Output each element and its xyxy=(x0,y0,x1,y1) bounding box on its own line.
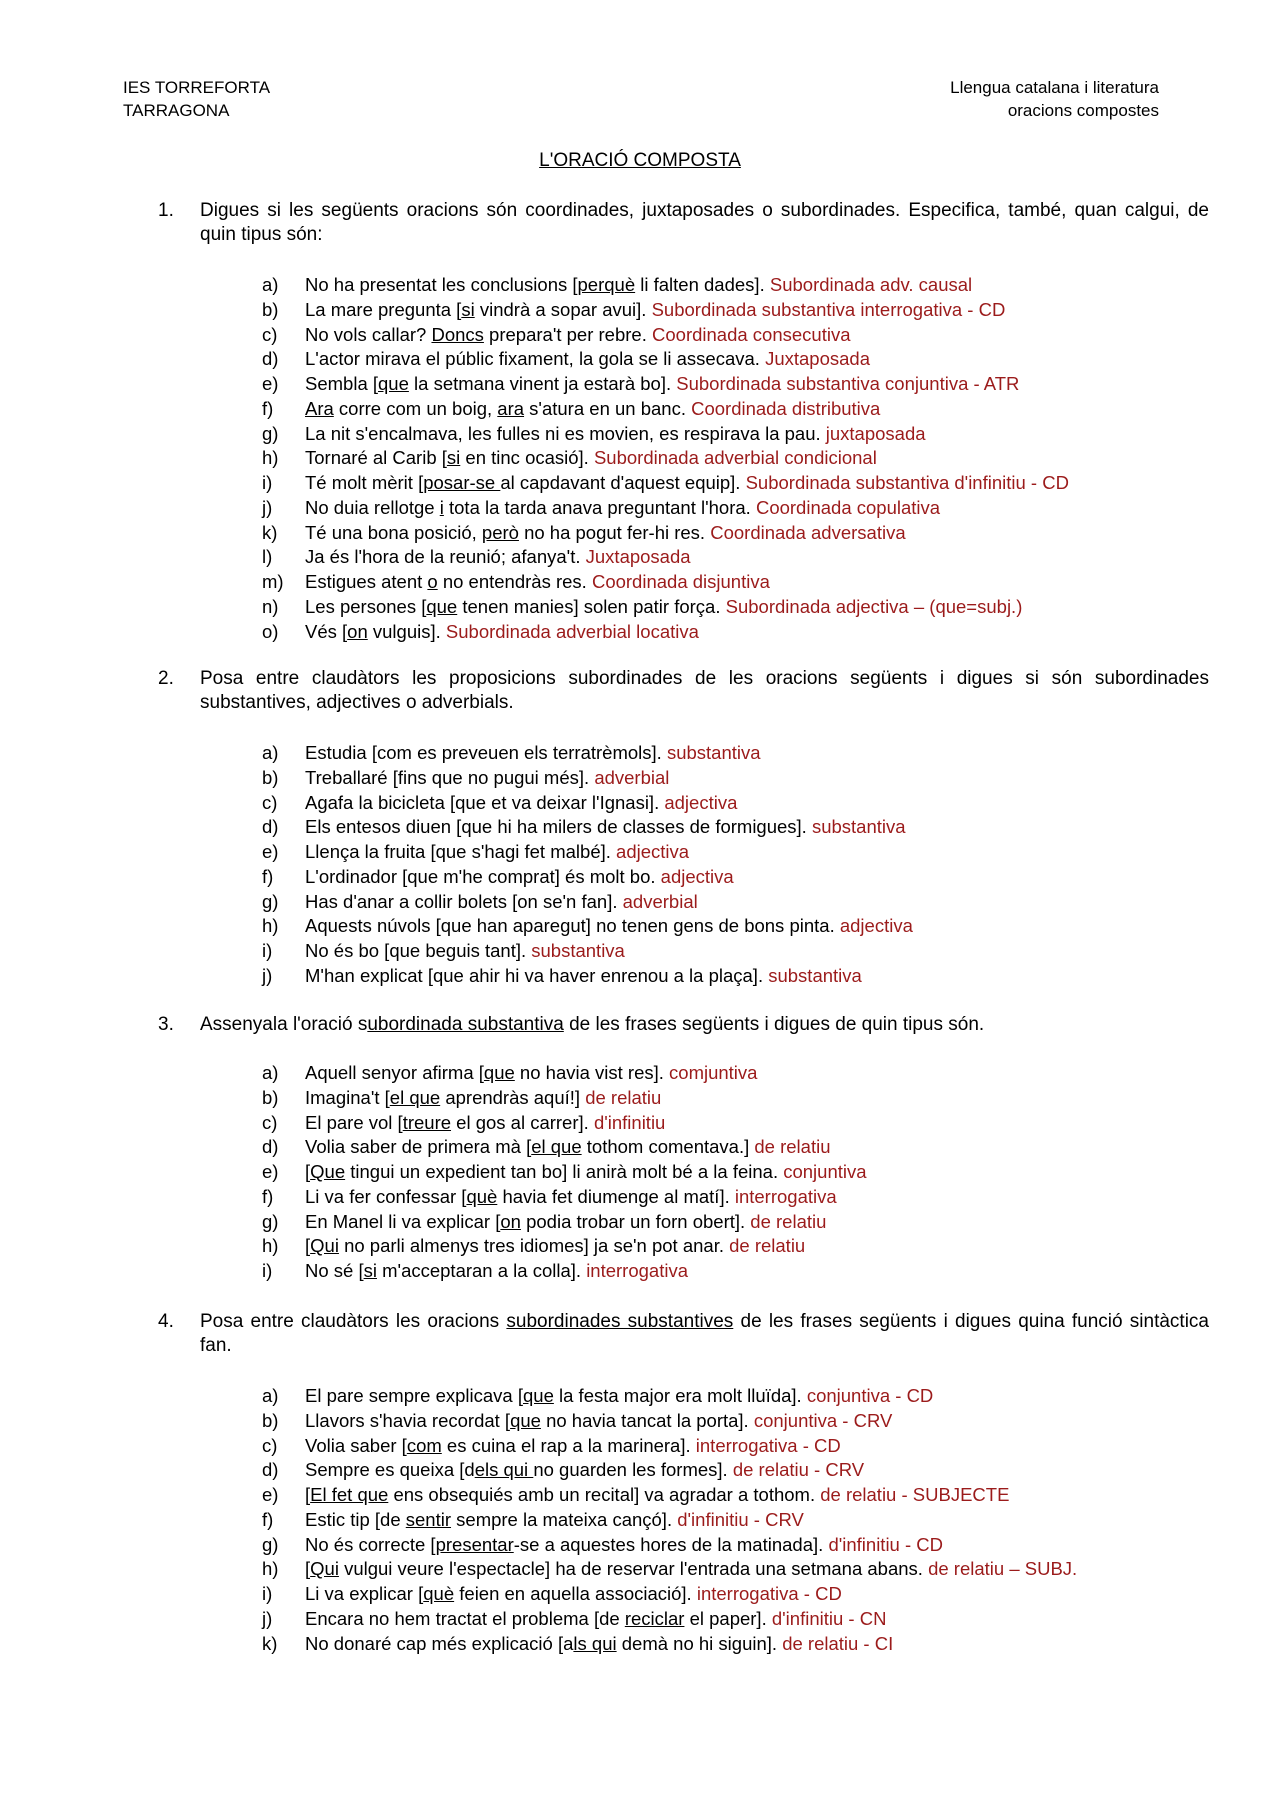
item-label: e) xyxy=(262,841,279,862)
sentence xyxy=(305,791,737,815)
item-label: b) xyxy=(262,298,279,320)
sentence xyxy=(305,1384,933,1408)
underlined-connector: que xyxy=(378,373,409,394)
underlined-connector: que xyxy=(483,1062,515,1083)
sentence-text: es cuina el rap a la marinera]. xyxy=(441,1434,696,1456)
sentence xyxy=(305,741,761,765)
sentence-text: Llença la fruita [que s'hagi fet malbé]. xyxy=(305,841,617,862)
answer-text: substantiva xyxy=(666,742,761,763)
sentence-text: corre com un boig, xyxy=(333,397,498,419)
sentence-text: No és bo [que beguis tant]. xyxy=(305,940,532,961)
answer-text: conjuntiva - CD xyxy=(806,1385,934,1406)
item-label: h) xyxy=(262,1235,279,1257)
sentence-text: El pare vol [ xyxy=(305,1111,403,1133)
answer-text: substantiva xyxy=(531,940,625,961)
sentence xyxy=(305,1582,842,1606)
item-label: f) xyxy=(262,1185,274,1207)
question-number: 3. xyxy=(158,1014,174,1035)
sentence xyxy=(305,595,1022,619)
underlined-connector: que xyxy=(523,1385,554,1406)
item-label: i) xyxy=(262,1583,273,1604)
sentence-text: Treballaré [fins que no pugui més]. xyxy=(305,766,595,788)
sentence-text: feien en aquella associació]. xyxy=(454,1583,697,1604)
answer-text: juxtaposada xyxy=(825,422,926,444)
sentence xyxy=(305,1160,867,1184)
sentence-text: Estigues atent xyxy=(305,571,428,592)
sentence-text: demà no hi siguin]. xyxy=(616,1632,783,1654)
sentence-text: no havia tancat la porta]. xyxy=(540,1409,754,1431)
answer-text: de relatiu - CRV xyxy=(732,1459,865,1481)
underlined-connector: què xyxy=(466,1185,498,1207)
underlined-connector: treure xyxy=(402,1111,452,1133)
item-label: k) xyxy=(262,1632,278,1654)
sentence-text: Estudia [com es preveuen els terratrèmols]. xyxy=(305,742,667,763)
sentence-text: no parli almenys tres idiomes] ja se'n pot anar. xyxy=(338,1235,730,1257)
answer-text: Subordinada adverbial locativa xyxy=(445,620,699,642)
sentence-text: No ha presentat les conclusions [ xyxy=(305,274,578,295)
item-label: a) xyxy=(262,742,279,763)
sentence-text: Sempre es queixa [d xyxy=(305,1459,475,1481)
sentence-text: Ja és l'hora de la reunió; afanya't. xyxy=(305,546,586,568)
sentence-text: Has d'anar a collir bolets [on se'n fan]. xyxy=(305,890,623,912)
sentence-text: tothom comentava.] xyxy=(581,1136,755,1158)
sentence-text: Volia saber [ xyxy=(305,1434,407,1456)
underlined-connector: El fet que xyxy=(310,1484,389,1505)
sentence-text: en tinc ocasió]. xyxy=(460,447,594,469)
sentence-text: L'actor mirava el públic fixament, la gola se li assecava. xyxy=(305,348,766,370)
sentence-text: tenen manies] solen patir força. xyxy=(457,595,726,617)
question-1 xyxy=(158,199,1209,642)
sentence-text: No és correcte [ xyxy=(305,1533,436,1555)
answer-text: adverbial xyxy=(622,890,698,912)
underlined-term: subordinades substantives xyxy=(506,1311,734,1332)
answer-text: Coordinada adversativa xyxy=(710,521,906,543)
sentence xyxy=(305,1061,757,1085)
school-name: IES TORREFORTA xyxy=(123,78,271,97)
sentence xyxy=(305,1210,826,1234)
sentence xyxy=(305,1434,841,1458)
item-label: h) xyxy=(262,447,279,469)
sentence xyxy=(305,766,669,790)
question-number: 4. xyxy=(158,1311,174,1332)
sentence xyxy=(305,1483,1009,1507)
answer-text: conjuntiva xyxy=(783,1161,867,1182)
city-name: TARRAGONA xyxy=(123,101,230,120)
question-instruction xyxy=(200,1310,1209,1358)
sentence-text: no ha pogut fer-hi res. xyxy=(518,521,711,543)
item-label: e) xyxy=(262,373,279,394)
underlined-connector: presentar xyxy=(435,1533,514,1555)
sentence-text: no entendràs res. xyxy=(437,571,592,592)
item-label: g) xyxy=(262,1533,279,1555)
sentence-text: tota la tarda anava preguntant l'hora. xyxy=(443,496,756,518)
sentence xyxy=(305,323,851,347)
answer-text: interrogativa xyxy=(586,1260,688,1281)
sentence-text: [ xyxy=(305,1484,311,1505)
sentence-text: li falten dades]. xyxy=(635,274,770,295)
underlined-connector: posar-se xyxy=(423,472,501,493)
question-2 xyxy=(158,667,1209,986)
answer-text: Subordinada substantiva d'infinitiu - CD xyxy=(745,472,1069,493)
answer-text: d'infinitiu - CRV xyxy=(677,1508,804,1530)
sentence-text: Encara no hem tractat el problema [de xyxy=(305,1607,625,1629)
answer-text: adjectiva xyxy=(839,915,913,937)
item-label: c) xyxy=(262,791,278,813)
sentence xyxy=(305,939,625,963)
sentence-text: La mare pregunta [ xyxy=(305,298,462,320)
sentence-text: m'acceptaran a la colla]. xyxy=(376,1260,587,1281)
answer-text: interrogativa xyxy=(734,1185,837,1207)
sentence xyxy=(305,1632,893,1656)
answer-text: de relatiu xyxy=(729,1235,806,1257)
item-label: g) xyxy=(262,1210,279,1232)
answer-text: adjectiva xyxy=(616,841,690,862)
answer-text: comjuntiva xyxy=(669,1062,758,1083)
item-label: k) xyxy=(262,521,278,543)
sentence xyxy=(305,521,906,545)
sentence-text: [ xyxy=(305,1558,311,1580)
question-instruction: Posa entre claudàtors les proposicions subordinades de les oracions següents i digues si són subordinades substantives, adjectives o adverbials. xyxy=(200,668,1209,713)
sentence-text: aprendràs aquí!] xyxy=(440,1086,586,1108)
answer-text: Subordinada adjectiva – (que=subj.) xyxy=(725,595,1023,617)
page-title: L'ORACIÓ COMPOSTA xyxy=(539,150,741,171)
answer-text: Subordinada substantiva conjuntiva - ATR xyxy=(676,373,1020,394)
item-label: e) xyxy=(262,1484,279,1505)
underlined-connector: o xyxy=(427,571,438,592)
answer-text: de relatiu xyxy=(750,1210,827,1232)
underlined-connector: on xyxy=(347,620,368,642)
sentence-text: Llavors s'havia recordat [ xyxy=(305,1409,511,1431)
sentence-text: En Manel li va explicar [ xyxy=(305,1210,501,1232)
sentence-text: tingui un expedient tan bo] li anirà molt bé a la feina. xyxy=(345,1161,784,1182)
answer-text: Coordinada disjuntiva xyxy=(591,571,770,592)
item-label: h) xyxy=(262,1558,279,1580)
item-label: g) xyxy=(262,422,279,444)
answer-text: Coordinada copulativa xyxy=(755,496,941,518)
sentence-text: no havia vist res]. xyxy=(514,1062,670,1083)
underlined-connector: Qui xyxy=(310,1558,339,1580)
item-label: g) xyxy=(262,890,279,912)
sentence xyxy=(305,422,926,446)
answer-text: adjectiva xyxy=(664,791,738,813)
sentence xyxy=(305,471,1069,495)
underlined-connector: on xyxy=(500,1210,521,1232)
underlined-connector: si xyxy=(363,1260,377,1281)
sentence-text: M'han explicat [que ahir hi va haver enrenou a la plaça]. xyxy=(305,964,769,986)
answer-text: interrogativa - CD xyxy=(695,1434,841,1456)
sentence-text: Aquests núvols [que han aparegut] no tenen gens de bons pinta. xyxy=(305,915,840,937)
sentence xyxy=(305,496,940,520)
answer-text: Juxtaposada xyxy=(585,546,691,568)
item-label: i) xyxy=(262,940,273,961)
item-label: b) xyxy=(262,1409,279,1431)
sentence-text: no guarden les formes]. xyxy=(533,1459,733,1481)
item-label: c) xyxy=(262,1111,278,1133)
question-number: 2. xyxy=(158,668,174,689)
item-label: a) xyxy=(262,1385,279,1406)
item-label: c) xyxy=(262,323,278,345)
sentence-text: La nit s'encalmava, les fulles ni es movien, es respirava la pau. xyxy=(305,422,826,444)
underlined-connector: Doncs xyxy=(431,323,484,345)
sentence-text: Les persones [ xyxy=(305,595,427,617)
sentence-text: No donaré cap més explicació [a xyxy=(305,1632,574,1654)
sentence xyxy=(305,1607,886,1631)
instruction-text: Assenyala l'oració s xyxy=(200,1014,368,1035)
sentence xyxy=(305,840,689,864)
answer-text: d'infinitiu - CD xyxy=(828,1533,944,1555)
underlined-connector: com xyxy=(406,1434,442,1456)
answer-text: d'infinitiu - CN xyxy=(771,1607,887,1629)
sentence-text: Agafa la bicicleta [que et va deixar l'Ignasi]. xyxy=(305,791,665,813)
underlined-connector: què xyxy=(423,1583,455,1604)
underlined-connector: els qui xyxy=(474,1459,534,1481)
sentence xyxy=(305,545,691,569)
item-label: m) xyxy=(262,571,284,592)
underlined-term: ubordinada substantiva xyxy=(367,1014,564,1035)
sentence-text: El pare sempre explicava [ xyxy=(305,1385,523,1406)
question-instruction: Digues si les següents oracions són coordinades, juxtaposades o subordinades. Especifica, també, quan calgui, de quin tipus són: xyxy=(200,200,1209,245)
sentence-text: Volia saber de primera mà [ xyxy=(305,1136,532,1158)
item-label: b) xyxy=(262,766,279,788)
header-left xyxy=(123,76,270,122)
question-3 xyxy=(158,1013,1209,1281)
instruction-text: de les frases següents i digues quina funció sintàctica fan. xyxy=(200,1311,1209,1356)
sentence-text: prepara't per rebre. xyxy=(483,323,652,345)
sentence-text: ens obsequiés amb un recital] va agradar a tothom. xyxy=(388,1484,821,1505)
answer-text: conjuntiva - CRV xyxy=(753,1409,893,1431)
sentence-text: Tornaré al Carib [ xyxy=(305,447,447,469)
sentence-text: Aquell senyor afirma [ xyxy=(305,1062,484,1083)
sentence-text: [ xyxy=(305,1161,311,1182)
item-label: e) xyxy=(262,1161,279,1182)
answer-text: Coordinada consecutiva xyxy=(652,323,851,345)
sentence xyxy=(305,1508,804,1532)
subject-name: Llengua catalana i literatura xyxy=(950,78,1159,97)
underlined-connector: sentir xyxy=(405,1508,452,1530)
sentence-text: al capdavant d'aquest equip]. xyxy=(500,472,746,493)
sentence xyxy=(305,914,913,938)
answer-text: substantiva xyxy=(811,816,906,838)
sentence-text: No vols callar? xyxy=(305,323,432,345)
underlined-connector: reciclar xyxy=(624,1607,685,1629)
sentence xyxy=(305,890,698,914)
sentence xyxy=(305,273,972,297)
sentence xyxy=(305,964,862,988)
sentence-text: Imagina't [ xyxy=(305,1086,390,1108)
answer-text: de relatiu – SUBJ. xyxy=(928,1558,1078,1580)
answer-text: de relatiu xyxy=(585,1086,662,1108)
item-label: n) xyxy=(262,595,279,617)
sentence xyxy=(305,1259,688,1283)
question-instruction xyxy=(200,1013,1209,1037)
sentence-text: No duia rellotge xyxy=(305,496,440,518)
question-4 xyxy=(158,1310,1209,1654)
sentence xyxy=(305,1111,665,1135)
answer-text: adjectiva xyxy=(660,865,734,887)
item-label: l) xyxy=(262,546,273,568)
underlined-connector: que xyxy=(510,1409,541,1431)
item-label: o) xyxy=(262,620,279,642)
sentence-text: [ xyxy=(305,1235,311,1257)
answer-text: d'infinitiu xyxy=(593,1111,666,1133)
sentence xyxy=(305,372,1019,396)
underlined-connector: el que xyxy=(389,1086,441,1108)
item-label: a) xyxy=(262,274,279,295)
sentence-text: vulguis]. xyxy=(367,620,446,642)
sentence xyxy=(305,1234,805,1258)
item-label: c) xyxy=(262,1434,278,1456)
item-label: f) xyxy=(262,397,274,419)
item-label: j) xyxy=(262,496,273,518)
sentence xyxy=(305,446,877,470)
instruction-text: Posa entre claudàtors les oracions xyxy=(200,1311,507,1332)
item-label: j) xyxy=(262,1607,273,1629)
answer-text: Subordinada adv. causal xyxy=(769,274,973,295)
underlined-connector: però xyxy=(481,521,519,543)
item-label: i) xyxy=(262,1260,273,1281)
sentence-text: la festa major era molt lluïda]. xyxy=(553,1385,807,1406)
sentence xyxy=(305,1086,661,1110)
sentence-text: el paper]. xyxy=(684,1607,772,1629)
sentence-text: Té una bona posició, xyxy=(305,521,482,543)
sentence xyxy=(305,570,770,594)
sentence-text: havia fet diumenge al matí]. xyxy=(497,1185,735,1207)
sentence-text: podia trobar un forn obert]. xyxy=(520,1210,751,1232)
instruction-text: de les frases següents i digues de quin tipus són. xyxy=(563,1014,985,1035)
topic-name: oracions compostes xyxy=(1007,101,1159,120)
underlined-connector: perquè xyxy=(577,274,636,295)
sentence xyxy=(305,1533,943,1557)
sentence xyxy=(305,620,699,644)
sentence xyxy=(305,1135,831,1159)
item-label: d) xyxy=(262,816,279,838)
underlined-connector: ls qui xyxy=(573,1632,617,1654)
underlined-connector: ara xyxy=(497,397,525,419)
sentence xyxy=(305,347,870,371)
sentence-text: Sembla [ xyxy=(305,373,379,394)
answer-text: Coordinada distributiva xyxy=(691,397,881,419)
sentence-text: Li va fer confessar [ xyxy=(305,1185,467,1207)
item-label: d) xyxy=(262,1136,279,1158)
sentence-text: la setmana vinent ja estarà bo]. xyxy=(408,373,677,394)
sentence-text: s'atura en un banc. xyxy=(524,397,692,419)
item-label: i) xyxy=(262,472,273,493)
sentence-text: el gos al carrer]. xyxy=(451,1111,594,1133)
answer-text: de relatiu - SUBJECTE xyxy=(820,1484,1010,1505)
sentence xyxy=(305,1409,892,1433)
item-label: f) xyxy=(262,865,274,887)
sentence-text: No sé [ xyxy=(305,1260,364,1281)
underlined-connector: si xyxy=(446,447,461,469)
answer-text: adverbial xyxy=(594,766,670,788)
item-label: d) xyxy=(262,1459,279,1481)
question-number: 1. xyxy=(158,200,174,221)
answer-text: interrogativa - CD xyxy=(696,1583,842,1604)
answer-text: Juxtaposada xyxy=(765,348,871,370)
sentence-text: sempre la mateixa cançó]. xyxy=(451,1508,678,1530)
answer-text: de relatiu xyxy=(754,1136,831,1158)
item-label: h) xyxy=(262,915,279,937)
answer-text: Subordinada substantiva interrogativa - CD xyxy=(651,298,1006,320)
item-label: a) xyxy=(262,1062,279,1083)
underlined-connector: Que xyxy=(310,1161,346,1182)
underlined-connector: Qui xyxy=(310,1235,339,1257)
sentence-text: Els entesos diuen [que hi ha milers de classes de formigues]. xyxy=(305,816,812,838)
underlined-connector: el que xyxy=(531,1136,582,1158)
underlined-connector: si xyxy=(461,298,475,320)
item-label: b) xyxy=(262,1086,279,1108)
sentence-text: Té molt mèrit [ xyxy=(305,472,424,493)
sentence xyxy=(305,1458,864,1482)
underlined-connector: i xyxy=(439,496,444,518)
answer-text: Subordinada adverbial condicional xyxy=(593,447,877,469)
answer-text: substantiva xyxy=(768,964,862,986)
sentence-text: Vés [ xyxy=(305,620,348,642)
answer-text: de relatiu - CI xyxy=(782,1632,894,1654)
sentence-text: Li va explicar [ xyxy=(305,1583,424,1604)
underlined-connector: que xyxy=(426,595,458,617)
header-right xyxy=(950,76,1159,122)
sentence-text: vindrà a sopar avui]. xyxy=(474,298,652,320)
underlined-connector: Ara xyxy=(305,397,334,419)
sentence xyxy=(305,1557,1077,1581)
item-label: d) xyxy=(262,348,279,370)
sentence xyxy=(305,865,734,889)
sentence xyxy=(305,1185,837,1209)
sentence xyxy=(305,397,880,421)
sentence-text: -se a aquestes hores de la matinada]. xyxy=(513,1533,829,1555)
sentence-text: vulgui veure l'espectacle] ha de reservar l'entrada una setmana abans. xyxy=(338,1558,929,1580)
item-label: f) xyxy=(262,1508,274,1530)
sentence xyxy=(305,298,1005,322)
item-label: j) xyxy=(262,964,273,986)
sentence-text: Estic tip [de xyxy=(305,1508,406,1530)
sentence xyxy=(305,815,906,839)
sentence-text: L'ordinador [que m'he comprat] és molt bo. xyxy=(305,865,661,887)
